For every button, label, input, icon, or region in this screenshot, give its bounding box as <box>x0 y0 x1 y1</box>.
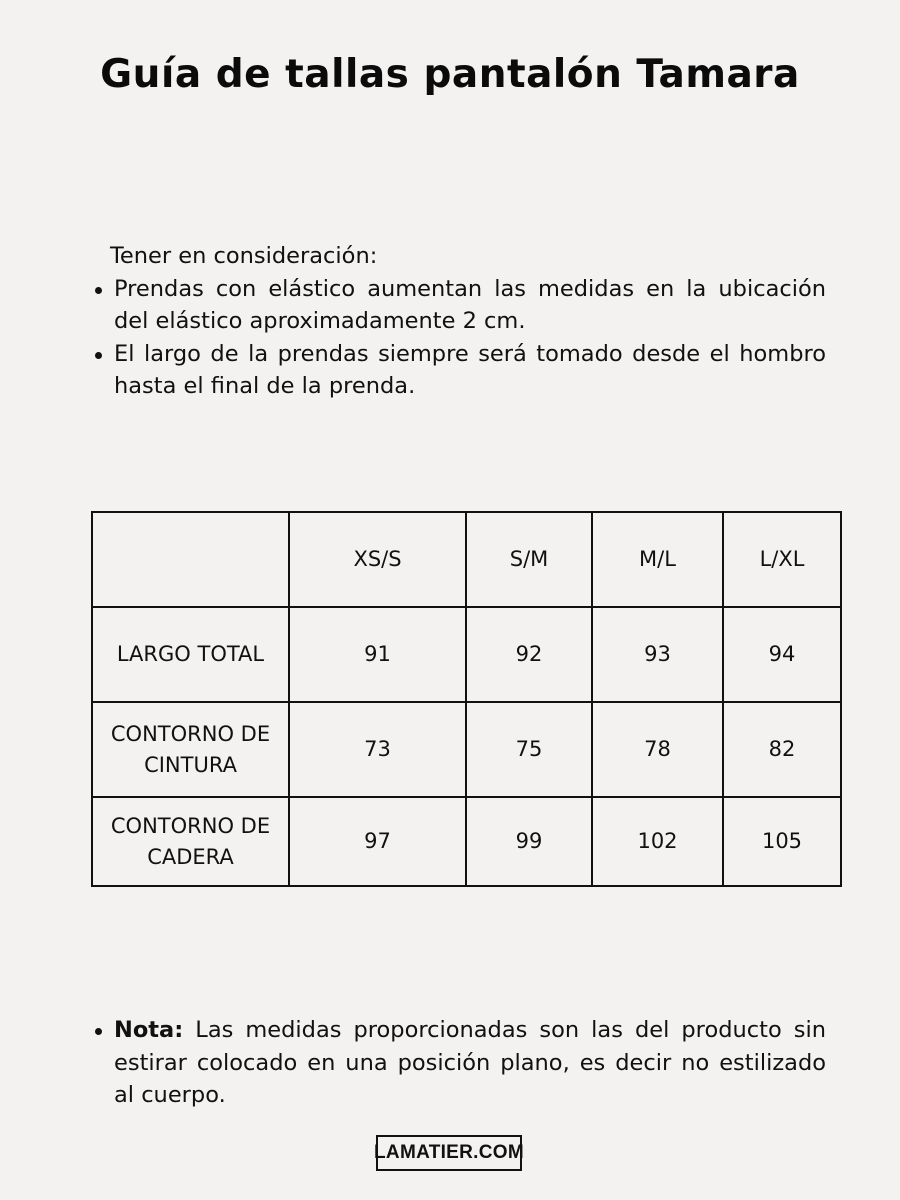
table-cell: 94 <box>723 607 841 702</box>
table-cell: 93 <box>592 607 723 702</box>
size-chart-table <box>91 511 842 887</box>
note-item <box>90 1014 826 1112</box>
table-row <box>92 797 841 886</box>
table-corner-cell <box>92 512 289 607</box>
note-list <box>90 1014 826 1112</box>
considerations-section <box>90 240 826 403</box>
page-title: Guía de tallas pantalón Tamara <box>100 52 800 97</box>
considerations-lead: Tener en consideración: <box>110 243 378 269</box>
table-row <box>92 702 841 797</box>
column-header-s-m: S/M <box>466 512 592 607</box>
table-header-row <box>92 512 841 607</box>
table-cell: 75 <box>466 702 592 797</box>
table-cell: 91 <box>289 607 466 702</box>
column-header-xs-s: XS/S <box>289 512 466 607</box>
table-cell: 99 <box>466 797 592 886</box>
table-row <box>92 607 841 702</box>
row-label-largo-total: LARGO TOTAL <box>92 607 289 702</box>
table-cell: 102 <box>592 797 723 886</box>
note-text: Las medidas proporcionadas son las del producto sin estirar colocado en una posición plano, es decir no estilizado al cuerpo. <box>114 1017 826 1108</box>
consideration-item: El largo de la prendas siempre será tomado desde el hombro hasta el final de la prenda. <box>90 338 826 403</box>
row-label-contorno-cintura: CONTORNO DE CINTURA <box>92 702 289 797</box>
considerations-list <box>90 273 826 403</box>
column-header-l-xl: L/XL <box>723 512 841 607</box>
consideration-item: Prendas con elástico aumentan las medidas en la ubicación del elástico aproximadamente 2 cm. <box>90 273 826 338</box>
column-header-m-l: M/L <box>592 512 723 607</box>
brand-logo: LAMATIER.COM <box>376 1135 522 1171</box>
table-cell: 82 <box>723 702 841 797</box>
table-cell: 78 <box>592 702 723 797</box>
table-cell: 73 <box>289 702 466 797</box>
table-cell: 105 <box>723 797 841 886</box>
table-cell: 97 <box>289 797 466 886</box>
table-cell: 92 <box>466 607 592 702</box>
note-label: Nota: <box>114 1017 184 1043</box>
note-section <box>90 1014 826 1112</box>
row-label-contorno-cadera: CONTORNO DE CADERA <box>92 797 289 886</box>
